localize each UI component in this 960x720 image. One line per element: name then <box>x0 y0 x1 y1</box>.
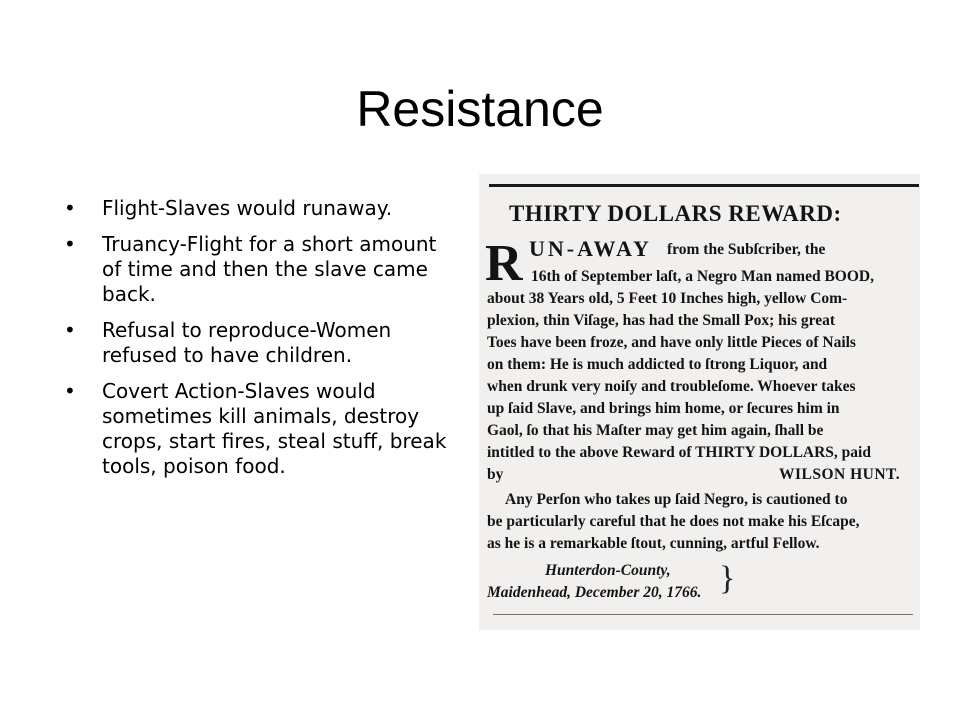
ad-headline: THIRTY DOLLARS REWARD: <box>509 201 842 226</box>
bullet-list <box>62 196 462 490</box>
ad-line: from the Subſcriber, the <box>667 241 826 258</box>
bullet-item: • Refusal to reproduce-Women refused to have children. <box>62 318 462 368</box>
ad-line: 16th of September laſt, a Negro Man named BOOD, <box>531 268 874 285</box>
bullet-item: • Flight-Slaves would runaway. <box>62 196 462 221</box>
ad-line: up ſaid Slave, and brings him home, or ſecures him in <box>487 400 840 417</box>
slide-title: Resistance <box>356 81 604 137</box>
ad-line: intitled to the above Reward of THIRTY DOLLARS, paid <box>487 444 871 461</box>
ad-drop-cap: R <box>485 235 523 292</box>
ad-line: when drunk very noiſy and troubleſome. Whoever takes <box>487 378 856 395</box>
brace-glyph: } <box>719 560 736 597</box>
ad-line: as he is a remarkable ſtout, cunning, artful Fellow. <box>487 535 820 552</box>
bullet-item: • Truancy-Flight for a short amount of time and then the slave came back. <box>62 232 462 307</box>
ad-line: about 38 Years old, 5 Feet 10 Inches high, yellow Com- <box>487 290 848 307</box>
top-rule <box>489 184 919 187</box>
ad-signer: WILSON HUNT. <box>779 466 901 483</box>
ad-run-away: UN-AWAY <box>529 236 652 261</box>
ad-line: Gaol, ſo that his Maſter may get him again, ſhall be <box>487 422 824 439</box>
ad-dateline: Maidenhead, December 20, 1766. <box>487 584 702 601</box>
ad-place: Hunterdon-County, <box>545 562 671 579</box>
bottom-rule <box>493 614 913 615</box>
runaway-advertisement-image <box>479 174 920 630</box>
ad-line: Any Perſon who takes up ſaid Negro, is cautioned to <box>505 491 848 508</box>
ad-line: by <box>487 466 504 483</box>
ad-line: plexion, thin Viſage, has had the Small Pox; his great <box>487 312 836 329</box>
ad-line: be particularly careful that he does not make his Eſcape, <box>487 513 860 530</box>
bullet-item: • Covert Action-Slaves would sometimes kill animals, destroy crops, start fires, steal stuff, break tools, poison food. <box>62 379 462 479</box>
ad-line: Toes have been froze, and have only little Pieces of Nails <box>487 334 856 351</box>
ad-line: on them: He is much addicted to ſtrong Liquor, and <box>487 356 828 373</box>
